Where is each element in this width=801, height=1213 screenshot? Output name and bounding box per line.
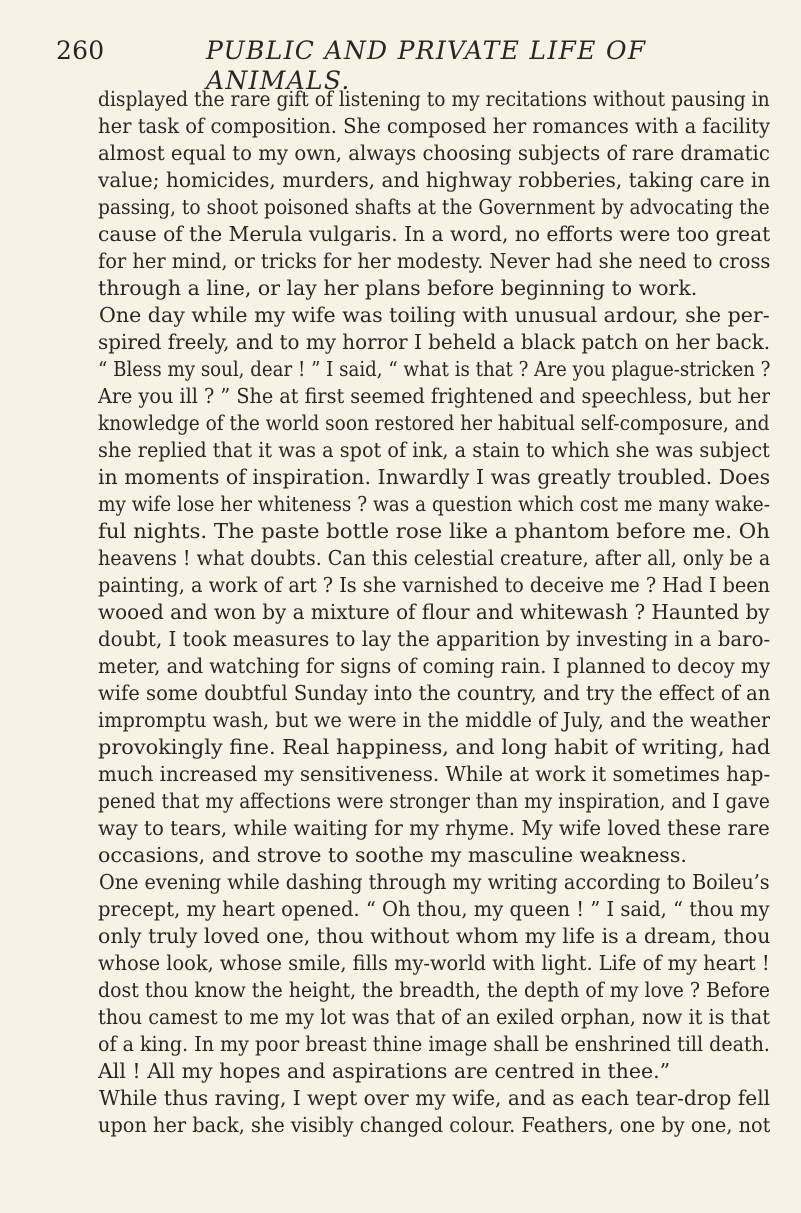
text-line: only truly loved one, thou without whom my life is a dream, thou [98, 924, 770, 948]
text-line: way to tears, while waiting for my rhyme. My wife loved these rare [98, 816, 770, 840]
text-line: whose look, whose smile, fills my-world with light. Life of my heart ! [98, 951, 770, 975]
text-line: in moments of inspiration. Inwardly I was greatly troubled. Does [98, 465, 770, 489]
text-line: meter, and watching for signs of coming rain. I planned to decoy my [98, 654, 770, 678]
text-line: wife some doubtful Sunday into the country, and try the effect of an [98, 681, 770, 705]
text-line: thou camest to me my lot was that of an exiled orphan, now it is that [98, 1005, 770, 1029]
page-header [56, 36, 766, 95]
text-line: precept, my heart opened. “ Oh thou, my queen ! ” I said, “ thou my [98, 897, 770, 921]
running-head: PUBLIC AND PRIVATE LIFE OF ANIMALS. [206, 36, 647, 95]
text-line: of a king. In my poor breast thine image shall be enshrined till death. [98, 1032, 770, 1056]
text-line: for her mind, or tricks for her modesty. Never had she need to cross [98, 249, 770, 273]
text-line: much increased my sensitiveness. While at work it sometimes hap- [98, 762, 770, 786]
text-line: heavens ! what doubts. Can this celestial creature, after all, only be a [98, 546, 770, 570]
text-line: occasions, and strove to soothe my masculine weakness. [98, 843, 687, 867]
page-number: 260 [56, 36, 105, 65]
text-line: through a line, or lay her plans before beginning to work. [98, 276, 698, 300]
text-line: displayed the rare gift of listening to my recitations without pausing in [98, 87, 770, 111]
text-line: pened that my affections were stronger than my inspiration, and I gave [98, 789, 770, 813]
text-line: knowledge of the world soon restored her habitual self-composure, and [98, 411, 770, 435]
text-line: value; homicides, murders, and highway robberies, taking care in [98, 168, 770, 192]
text-line: doubt, I took measures to lay the apparition by investing in a baro- [98, 627, 770, 651]
text-line: her task of composition. She composed her romances with a facility [98, 114, 770, 138]
text-line: painting, a work of art ? Is she varnished to deceive me ? Had I been [98, 573, 770, 597]
text-line: One day while my wife was toiling with unusual ardour, she per- [99, 303, 770, 327]
text-line: While thus raving, I wept over my wife, and as each tear-drop fell [99, 1086, 770, 1110]
text-line: almost equal to my own, always choosing subjects of rare dramatic [98, 141, 770, 165]
text-line: she replied that it was a spot of ink, a stain to which she was subject [98, 438, 770, 462]
text-line: passing, to shoot poisoned shafts at the Government by advocating the [98, 195, 770, 219]
text-line: All ! All my hopes and aspirations are centred in thee.” [98, 1059, 671, 1083]
body-text [0, 86, 801, 1213]
text-line: provokingly fine. Real happiness, and long habit of writing, had [98, 735, 770, 759]
text-line: cause of the Merula vulgaris. In a word, no efforts were too great [98, 222, 770, 246]
text-line: upon her back, she visibly changed colour. Feathers, one by one, not [98, 1113, 770, 1137]
text-line: spired freely, and to my horror I beheld a black patch on her back. [98, 330, 770, 354]
text-line: dost thou know the height, the breadth, the depth of my love ? Before [98, 978, 770, 1002]
text-line: “ Bless my soul, dear ! ” I said, “ what is that ? Are you plague-stricken ? [98, 357, 770, 381]
text-line: impromptu wash, but we were in the middle of July, and the weather [98, 708, 770, 732]
text-line: wooed and won by a mixture of flour and whitewash ? Haunted by [98, 600, 770, 624]
text-line: my wife lose her whiteness ? was a question which cost me many wake- [98, 492, 770, 516]
text-line: Are you ill ? ” She at first seemed frightened and speechless, but her [98, 384, 770, 408]
text-line: ful nights. The paste bottle rose like a phantom before me. Oh [98, 519, 770, 543]
text-line: One evening while dashing through my writing according to Boileu’s [99, 870, 770, 894]
